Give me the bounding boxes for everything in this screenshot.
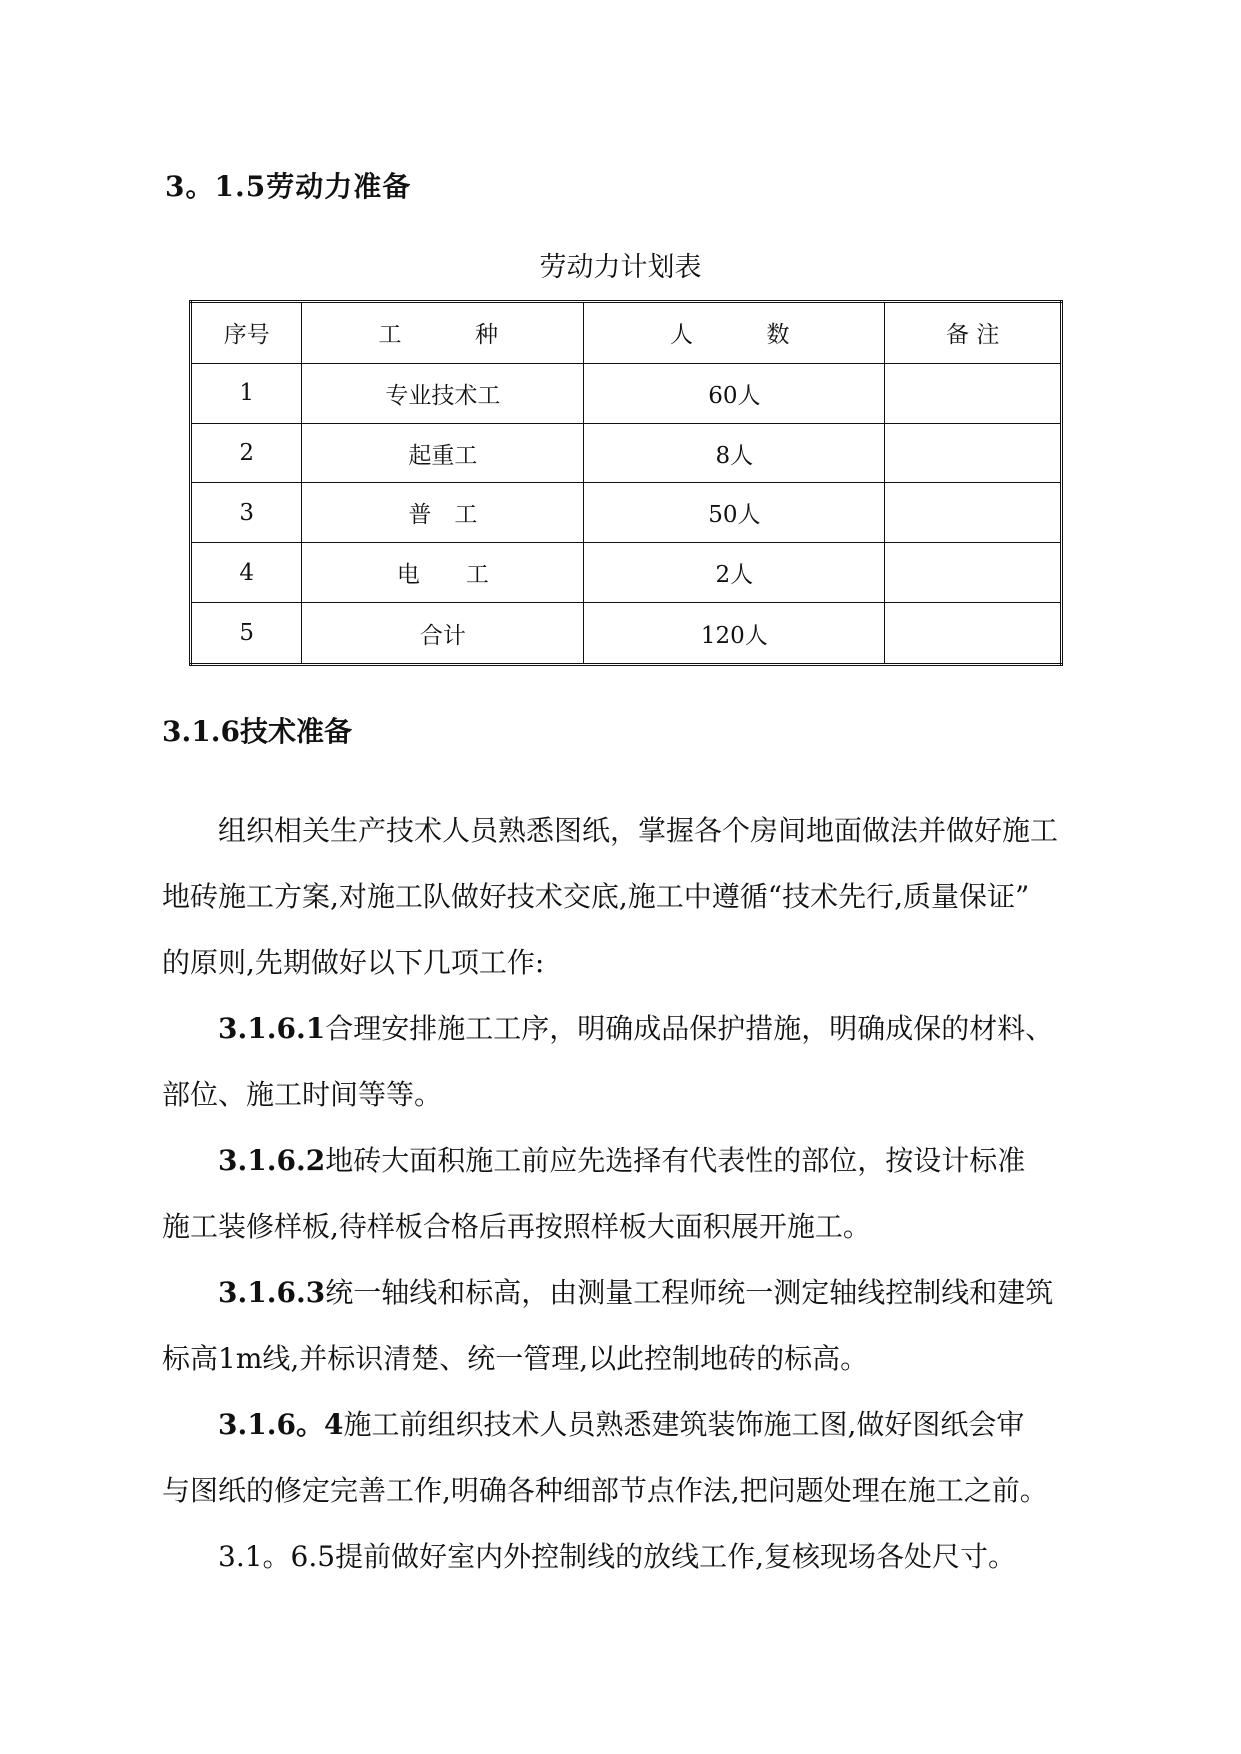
cell-remarks: [885, 543, 1062, 603]
header-remarks: 备 注: [885, 302, 1062, 364]
cell-serial: 1: [191, 363, 302, 423]
cell-count: 8人: [584, 423, 885, 483]
paragraph-line: 施工前组织技术人员熟悉建筑装饰施工图,做好图纸会审: [343, 1408, 1025, 1441]
paragraph-line: 地砖施工方案,对施工队做好技术交底,施工中遵循“技术先行,质量保证”: [162, 880, 1030, 913]
paragraph-line: 与图纸的修定完善工作,明确各种细部节点作法,把问题处理在施工之前。: [162, 1474, 1048, 1507]
paragraph-line: 地砖大面积施工前应先选择有代表性的部位，按设计标准: [325, 1144, 1026, 1177]
item-number: 3.1.6.1: [218, 1012, 326, 1045]
paragraph-line: 部位、施工时间等等。: [162, 1078, 443, 1111]
paragraph-line: 施工装修样板,待样板合格后再按照样板大面积展开施工。: [162, 1210, 871, 1243]
cell-trade: 普 工: [302, 483, 584, 543]
paragraph-line: 合理安排施工工序，明确成品保护措施，明确成保的材料、: [325, 1012, 1054, 1045]
item-number: 3.1.6。4: [218, 1408, 344, 1441]
table-row: [191, 483, 1062, 543]
item-number: 3.1.6.2: [218, 1144, 326, 1177]
cell-trade: 起重工: [302, 423, 584, 483]
item-paragraph-3-1-6-5: [162, 1524, 1092, 1590]
cell-serial: 2: [191, 423, 302, 483]
table-row: [191, 603, 1062, 665]
paragraph-line: 组织相关生产技术人员熟悉图纸，掌握各个房间地面做法并做好施工: [218, 814, 1059, 847]
cell-remarks: [885, 363, 1062, 423]
paragraph-line: 的原则,先期做好以下几项工作:: [162, 946, 545, 979]
cell-count: 50人: [584, 483, 885, 543]
item-paragraph-3-1-6-3: [162, 1260, 1092, 1392]
paragraph-line: 标高1m线,并标识清楚、统一管理,以此控制地砖的标高。: [162, 1342, 869, 1375]
item-number: 3.1。6.5: [218, 1540, 336, 1573]
item-paragraph-3-1-6-4: [162, 1392, 1092, 1524]
section-heading-3-1-6: 3.1.6技术准备: [162, 715, 352, 748]
cell-trade: 专业技术工: [302, 363, 584, 423]
cell-trade: 合计: [302, 603, 584, 665]
cell-remarks: [885, 483, 1062, 543]
cell-serial: 4: [191, 543, 302, 603]
table-row: [191, 363, 1062, 423]
item-paragraph-3-1-6-1: [162, 996, 1092, 1128]
item-paragraph-3-1-6-2: [162, 1128, 1092, 1260]
table-header-row: [191, 302, 1062, 364]
cell-count: 2人: [584, 543, 885, 603]
header-count: 人 数: [584, 302, 885, 364]
header-serial: 序号: [191, 302, 302, 364]
header-trade: 工 种: [302, 302, 584, 364]
cell-trade: 电 工: [302, 543, 584, 603]
cell-serial: 5: [191, 603, 302, 665]
table-caption: 劳动力计划表: [539, 252, 702, 283]
table-row: [191, 423, 1062, 483]
cell-remarks: [885, 423, 1062, 483]
table-row: [191, 543, 1062, 603]
cell-count: 120人: [584, 603, 885, 665]
cell-serial: 3: [191, 483, 302, 543]
cell-remarks: [885, 603, 1062, 665]
paragraph-line: 统一轴线和标高，由测量工程师统一测定轴线控制线和建筑: [325, 1276, 1054, 1309]
paragraph-line: 提前做好室内外控制线的放线工作,复核现场各处尺寸。: [335, 1540, 1016, 1573]
cell-count: 60人: [584, 363, 885, 423]
item-number: 3.1.6.3: [218, 1276, 326, 1309]
intro-paragraph: [162, 798, 1092, 996]
labor-plan-table: [189, 300, 1063, 666]
section-heading-3-1-5: 3。1.5劳动力准备: [165, 170, 412, 203]
